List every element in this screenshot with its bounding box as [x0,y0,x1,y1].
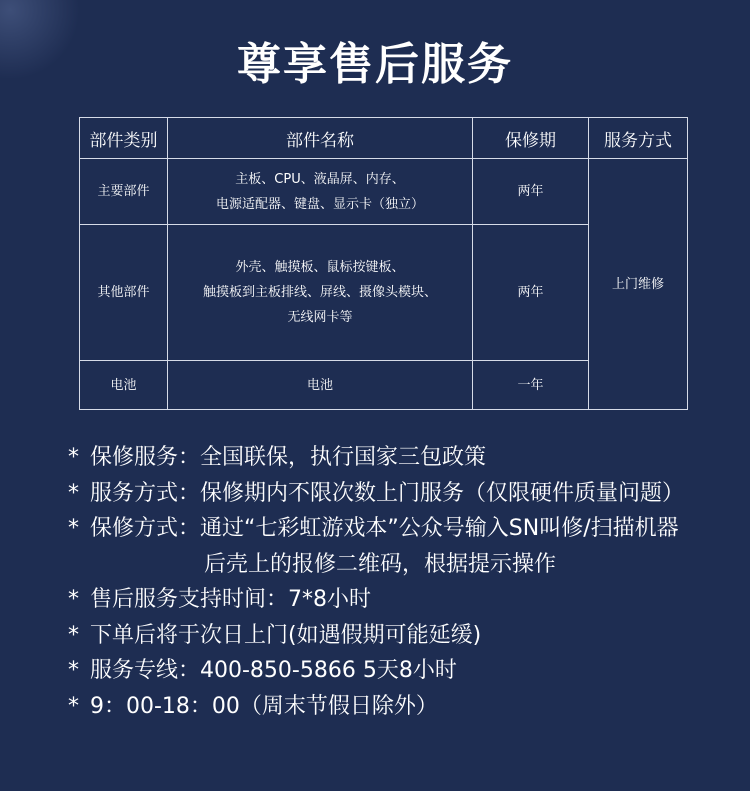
note-text: 后壳上的报修二维码，根据提示操作 [204,551,557,577]
cell-category: 其他部件 [80,225,168,361]
note-warranty-method-continued [68,547,728,583]
note-text: 服务专线：400-850-5866 5天8小时 [90,658,457,683]
part-name-line: 主板、CPU、液晶屏、内存、 [235,171,405,187]
note-service-hotline [68,653,728,689]
warranty-table [79,117,688,410]
note-text: 保修方式：通过“七彩虹游戏本”公众号输入SN叫修/扫描机器 [90,516,679,541]
bullet-star: * [68,480,79,506]
bullet-star: * [68,658,79,683]
bullet-star: * [68,587,79,612]
table-header-row [80,118,688,159]
cell-period: 一年 [473,361,589,410]
note-text: 保修服务：全国联保，执行国家三包政策 [90,445,487,470]
part-name-line: 无线网卡等 [287,310,353,325]
note-text: 售后服务支持时间：7*8小时 [90,587,371,612]
part-name-line: 触摸板到主板排线、屏线、摄像头模块、 [202,285,437,300]
part-name-line: 电源适配器、键盘、显示卡（独立） [215,196,424,212]
table-row [80,159,688,225]
header-part-name: 部件名称 [168,118,473,159]
bullet-star: * [68,622,79,648]
bullet-star: * [68,693,79,719]
note-warranty-service [68,440,728,476]
header-category: 部件类别 [80,118,168,159]
part-name-line: 外壳、触摸板、鼠标按键板、 [235,260,405,275]
bullet-star: * [68,445,79,470]
note-service-method [68,476,728,512]
note-text: 服务方式：保修期内不限次数上门服务（仅限硬件质量问题） [90,480,685,506]
cell-part-name [168,159,473,225]
cell-category: 电池 [80,361,168,410]
bullet-star: * [68,516,79,541]
note-working-hours [68,689,728,725]
cell-part-name [168,225,473,361]
cell-service-method: 上门维修 [589,159,688,410]
part-name-line: 电池 [306,377,333,393]
note-text: 下单后将于次日上门(如遇假期可能延缓) [90,622,482,648]
cell-category: 主要部件 [80,159,168,225]
service-notes [68,440,728,724]
header-service-method: 服务方式 [589,118,688,159]
note-next-day-visit [68,618,728,654]
note-warranty-method [68,511,728,547]
cell-part-name [168,361,473,410]
cell-period: 两年 [473,225,589,361]
cell-period: 两年 [473,159,589,225]
page-title: 尊享售后服务 [237,39,513,90]
header-warranty-period: 保修期 [473,118,589,159]
note-text: 9：00-18：00（周末节假日除外） [90,693,438,719]
note-support-hours [68,582,728,618]
